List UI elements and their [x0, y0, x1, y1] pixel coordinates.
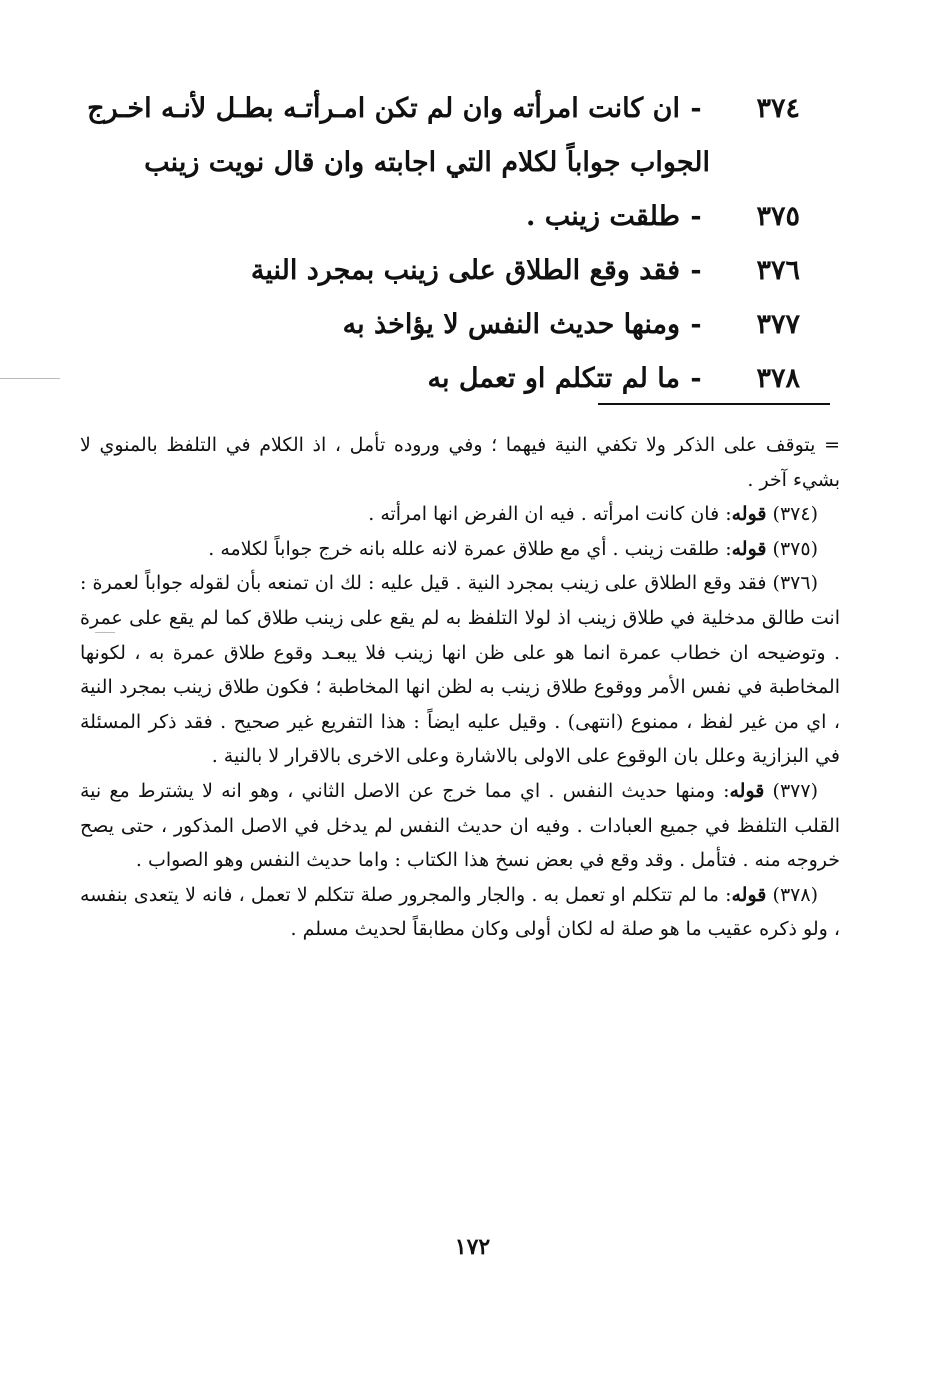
commentary-text: فقد وقع الطلاق على زينب بمجرد النية . قيل عليه : لك ان تمنعه بأن لقوله جواباً لعمرة : انت طالق مدخلية في طلاق زينب اذ لولا التلفظ به لم يقع على زينب طلاق كما لم يقع على عمرة . وتوضيحه ان خطاب عمرة انما هو على ظن انها زينب فلا يبعـد وقوع طلاق عمرة به ، لكونها المخاطبة في نفس الأمر ووقوع طلاق زينب به لظن انها المخاطبة ؛ فكون طلاق زينب بمجرد النية ، اي من غير لفظ ، ممنوع (انتهى) . وقيل عليه ايضاً : هذا التفريع غير صحيح . فقد ذكر المسئلة في البزازية وعلل بان الوقوع على الاولى بالاشارة وعلى الاخرى بالاقرار لا بالنية .: [80, 572, 840, 768]
main-line: [70, 352, 800, 406]
continuation-marker: =: [824, 434, 840, 456]
commentary-ref: (٣٧٦): [772, 572, 818, 595]
entry-text: ما لم تتكلم او تعمل به: [427, 363, 680, 394]
commentary-paragraph: [80, 566, 840, 774]
entry-dash: -: [690, 363, 702, 394]
entry-number: ٣٧٦: [756, 255, 800, 286]
entry-number: ٣٧٧: [756, 309, 800, 340]
entry-text: الجواب جواباً لكلام التي اجابته وان قال نويت زينب: [144, 147, 710, 178]
commentary-block: [80, 428, 840, 947]
commentary-label: قوله: [731, 883, 767, 906]
main-line: [70, 244, 800, 298]
commentary-label: قوله: [731, 537, 767, 560]
scan-artifact: [95, 632, 115, 633]
commentary-paragraph: [80, 532, 840, 567]
entry-text: ان كانت امرأته وان لم تكن امـرأتـه بطـل لأنـه اخـرج: [87, 93, 680, 124]
commentary-text: يتوقف على الذكر ولا تكفي النية فيهما ؛ وفي وروده تأمل ، اذ الكلام في التلفظ بالمنوي لا بشيء آخر .: [80, 434, 840, 491]
entry-dash: -: [690, 93, 702, 124]
main-line: [70, 82, 800, 136]
commentary-text: : ومنها حديث النفس . اي مما خرج عن الاصل الثاني ، وهو انه لا يشترط مع نية القلب التلفظ في جميع العبادات . وفيه ان حديث النفس لم يدخل في الاصل المذكور ، حتى يصح خروجه منه . فتأمل . وقد وقع في بعض نسخ هذا الكتاب : واما حديث النفس وهو الصواب .: [80, 779, 840, 872]
commentary-text: : فان كانت امرأته . فيه ان الفرض انها امرأته .: [368, 503, 732, 526]
page-number: ١٧٢: [454, 1234, 491, 1260]
main-line-continuation: [70, 136, 800, 190]
entry-text: طلقت زينب .: [525, 201, 680, 232]
entry-number: ٣٧٥: [756, 201, 800, 232]
entry-text: ومنها حديث النفس لا يؤاخذ به: [342, 309, 680, 340]
entry-number: ٣٧٨: [756, 363, 800, 394]
entry-number: ٣٧٤: [756, 93, 800, 124]
entry-text: فقد وقع الطلاق على زينب بمجرد النية: [250, 255, 680, 286]
main-line: [70, 190, 800, 244]
commentary-text: : طلقت زينب . أي مع طلاق عمرة لانه علله بانه خرج جواباً لكلامه .: [208, 537, 732, 560]
commentary-ref: (٣٧٥): [772, 537, 818, 560]
commentary-paragraph: [80, 428, 840, 497]
commentary-ref: (٣٧٤): [772, 503, 818, 526]
commentary-ref: (٣٧٨): [772, 883, 818, 906]
commentary-label: قوله: [731, 503, 767, 526]
commentary-label: قوله: [729, 779, 765, 802]
entry-dash: -: [690, 201, 702, 232]
main-text-block: [70, 82, 800, 406]
commentary-paragraph: [80, 878, 840, 947]
main-line: [70, 298, 800, 352]
commentary-ref: (٣٧٧): [772, 779, 818, 802]
scan-artifact: [0, 378, 60, 379]
entry-dash: -: [690, 255, 702, 286]
commentary-paragraph: [80, 774, 840, 878]
entry-dash: -: [690, 309, 702, 340]
commentary-text: : ما لم تتكلم او تعمل به . والجار والمجرور صلة تتكلم لا تعمل ، فانه لا يتعدى بنفسه ، ولو ذكره عقيب ما هو صلة له لكان أولى وكان مطابقاً لحديث مسلم .: [80, 883, 840, 941]
commentary-paragraph: [80, 497, 840, 532]
footnote-separator: [598, 403, 830, 405]
